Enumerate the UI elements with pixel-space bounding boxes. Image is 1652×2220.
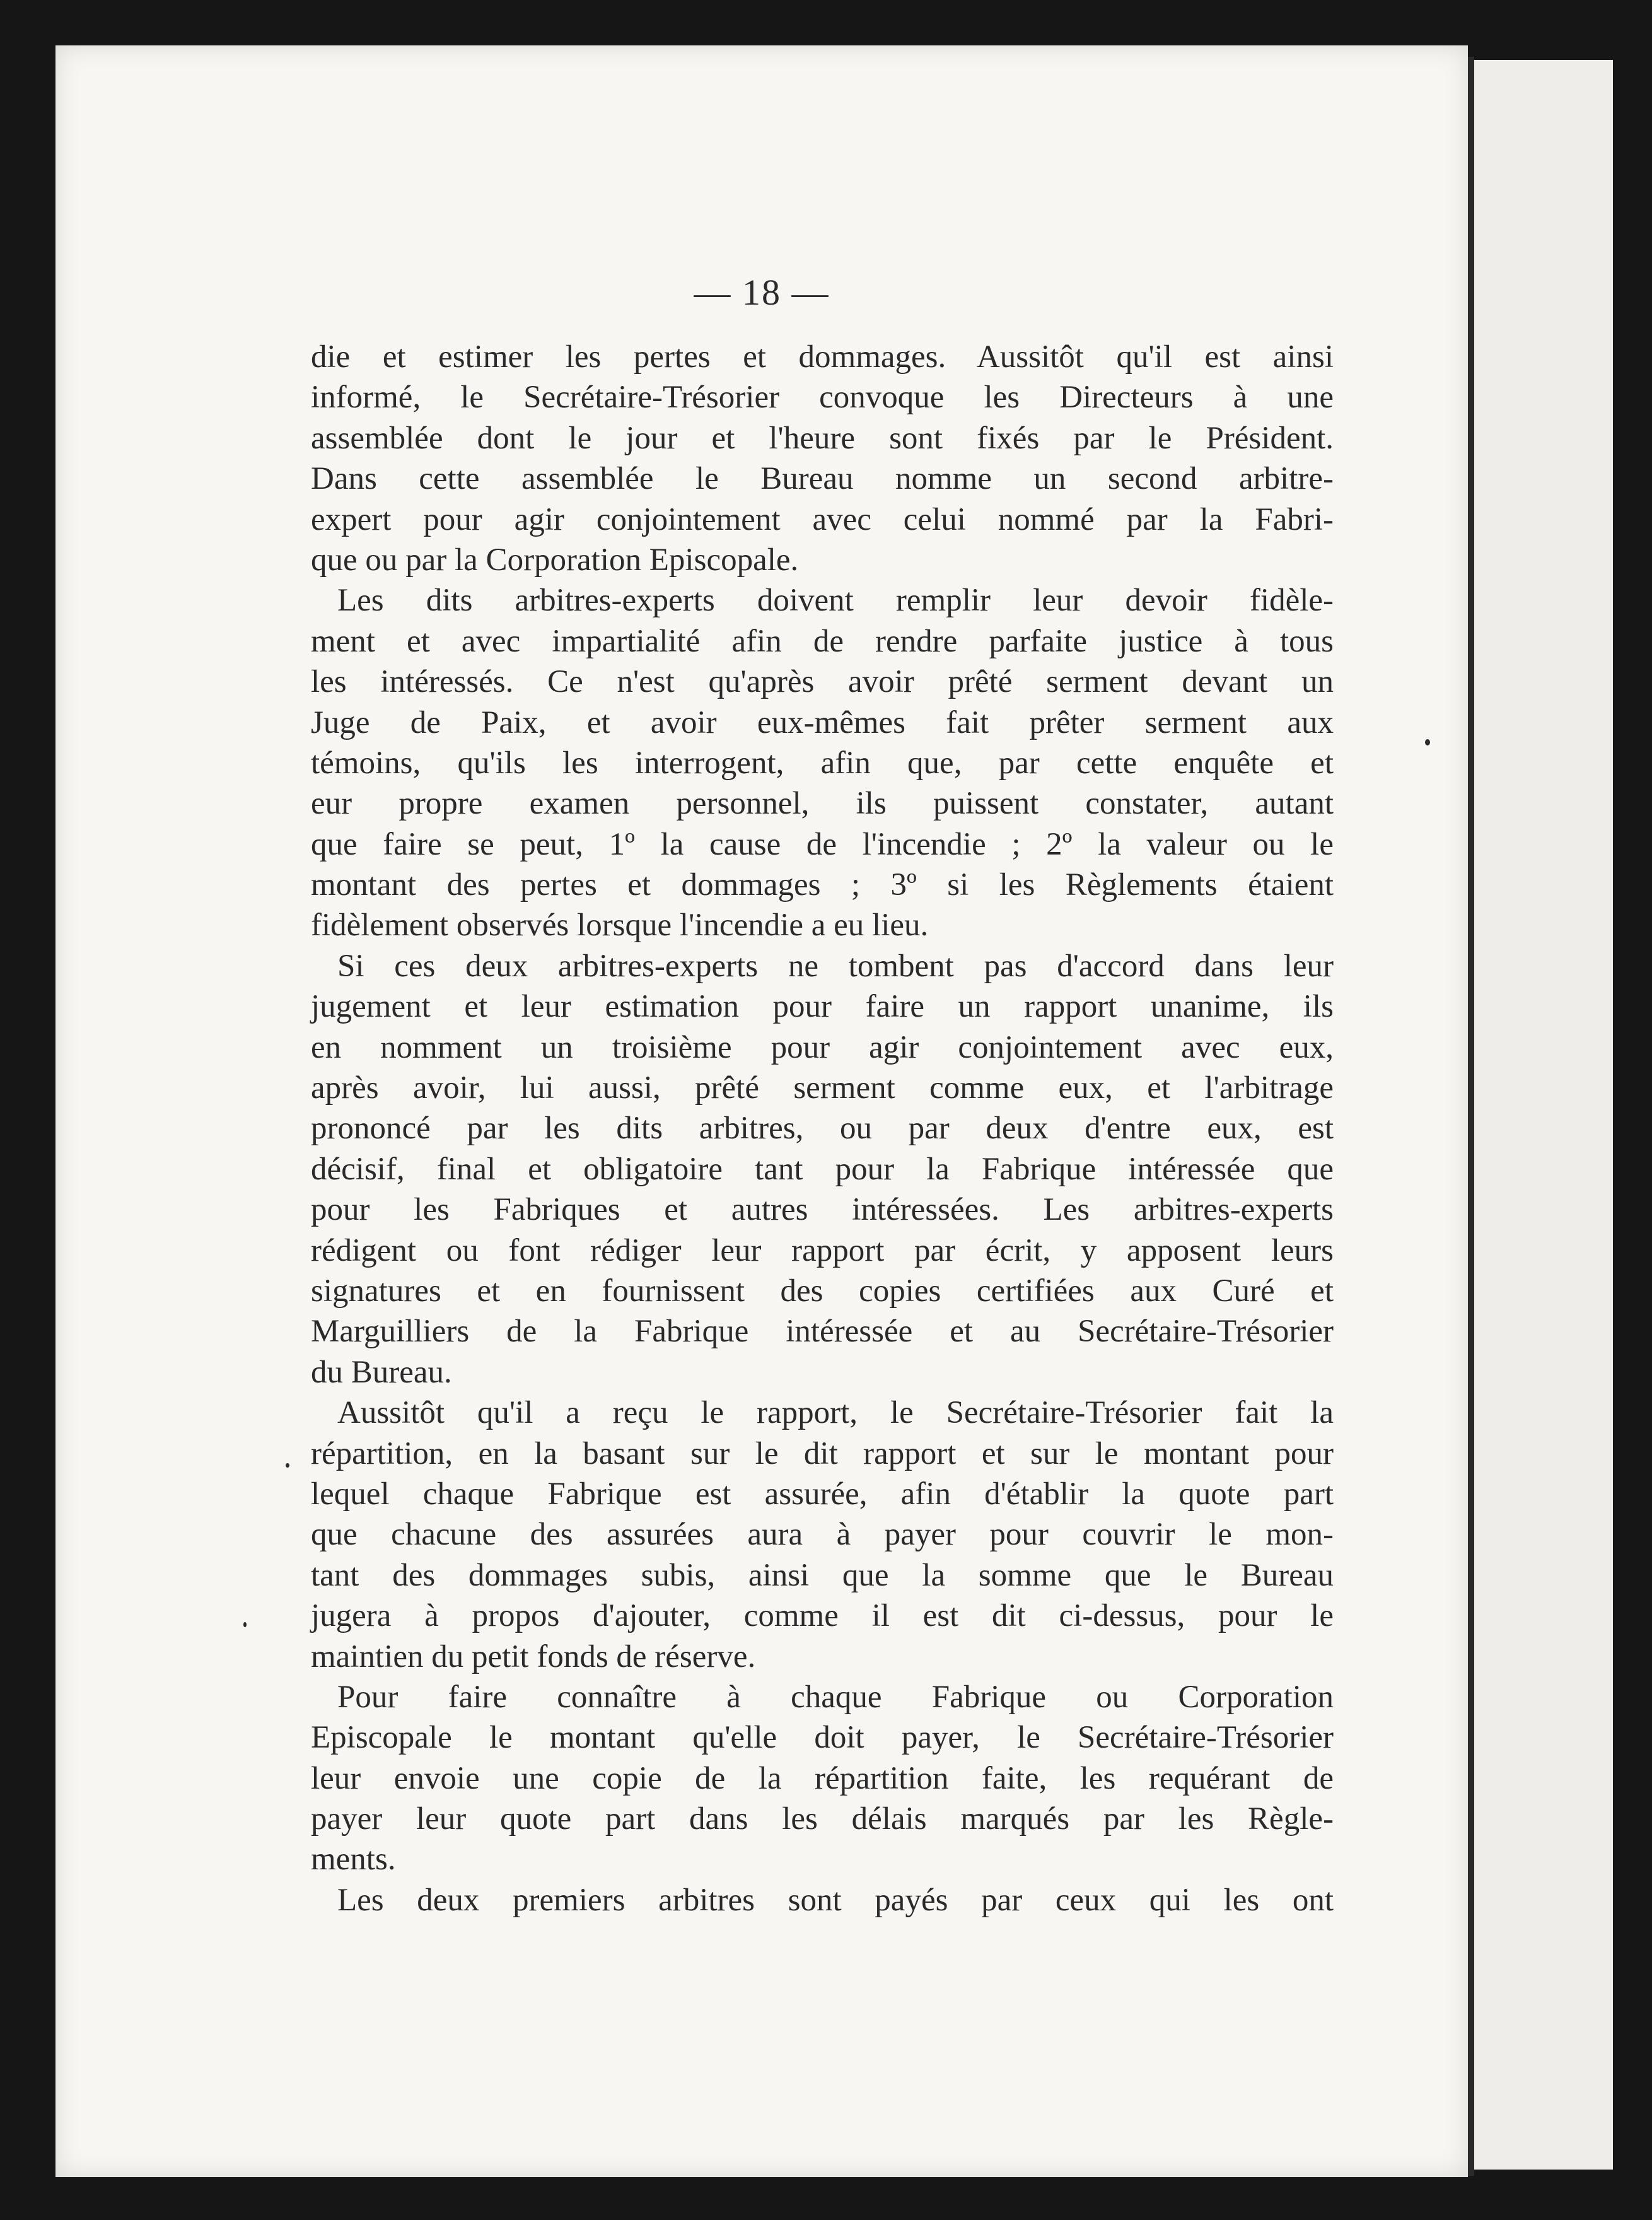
text-line: Les deux premiers arbitres sont payés par ceux qui les ont xyxy=(337,1882,1334,1918)
paragraph xyxy=(311,1393,1334,1677)
text-line: pour les Fabriques et autres intéressées. Les arbitres-experts xyxy=(311,1192,1334,1228)
page-binding-shadow xyxy=(1468,57,1474,2176)
text-line: Juge de Paix, et avoir eux-mêmes fait prêter serment aux xyxy=(311,704,1334,740)
text-line: prononcé par les dits arbitres, ou par deux d'entre eux, est xyxy=(311,1111,1334,1147)
text-line: eur propre examen personnel, ils puissent constater, autant xyxy=(311,786,1334,822)
text-line: expert pour agir conjointement avec celui nommé par la Fabri- xyxy=(311,501,1334,537)
paragraph xyxy=(311,337,1334,580)
text-line: montant des pertes et dommages ; 3º si les Règlements étaient xyxy=(311,867,1334,903)
text-line: die et estimer les pertes et dommages. Aussitôt qu'il est ainsi xyxy=(311,339,1334,375)
text-line: fidèlement observés lorsque l'incendie a eu lieu. xyxy=(311,908,929,944)
text-line: Episcopale le montant qu'elle doit payer, le Secrétaire-Trésorier xyxy=(311,1720,1334,1756)
scan-speck xyxy=(1425,739,1430,745)
text-line: Pour faire connaître à chaque Fabrique ou Corporation xyxy=(337,1679,1334,1715)
text-line: rédigent ou font rédiger leur rapport par écrit, y apposent leurs xyxy=(311,1232,1334,1268)
facing-page-edge xyxy=(1474,60,1613,2170)
document-page xyxy=(55,45,1468,2177)
text-line: Aussitôt qu'il a reçu le rapport, le Secrétaire-Trésorier fait la xyxy=(337,1395,1334,1431)
text-line: après avoir, lui aussi, prêté serment comme eux, et l'arbitrage xyxy=(311,1070,1334,1106)
paragraph xyxy=(311,1880,1334,1920)
paragraph xyxy=(311,1677,1334,1880)
text-line: Dans cette assemblée le Bureau nomme un second arbitre- xyxy=(311,461,1334,497)
text-line: Si ces deux arbitres-experts ne tombent pas d'accord dans leur xyxy=(337,948,1334,984)
text-line: ment et avec impartialité afin de rendre parfaite justice à tous xyxy=(311,623,1334,659)
text-line: tant des dommages subis, ainsi que la somme que le Bureau xyxy=(311,1557,1334,1593)
text-line: décisif, final et obligatoire tant pour la Fabrique intéressée que xyxy=(311,1151,1334,1187)
text-line: que faire se peut, 1º la cause de l'incendie ; 2º la valeur ou le xyxy=(311,826,1334,862)
text-line: signatures et en fournissent des copies certifiées aux Curé et xyxy=(311,1273,1334,1309)
scan-speck xyxy=(243,1622,247,1627)
text-line: jugera à propos d'ajouter, comme il est dit ci-dessus, pour le xyxy=(311,1598,1334,1634)
text-line: Marguilliers de la Fabrique intéressée et au Secrétaire-Trésorier xyxy=(311,1314,1334,1350)
text-line: témoins, qu'ils les interrogent, afin que, par cette enquête et xyxy=(311,745,1334,781)
text-line: lequel chaque Fabrique est assurée, afin d'établir la quote part xyxy=(311,1476,1334,1512)
paragraph xyxy=(311,580,1334,946)
text-line: que chacune des assurées aura à payer pour couvrir le mon- xyxy=(311,1517,1334,1553)
text-line: répartition, en la basant sur le dit rapport et sur le montant pour xyxy=(311,1435,1334,1471)
text-line: informé, le Secrétaire-Trésorier convoque les Directeurs à une xyxy=(311,380,1334,416)
text-line: payer leur quote part dans les délais marqués par les Règle- xyxy=(311,1801,1334,1837)
text-line: assemblée dont le jour et l'heure sont fixés par le Président. xyxy=(311,420,1334,456)
text-line: du Bureau. xyxy=(311,1354,452,1390)
scan-speck xyxy=(286,1463,289,1468)
text-line: les intéressés. Ce n'est qu'après avoir prêté serment devant un xyxy=(311,664,1334,700)
text-line: ments. xyxy=(311,1842,396,1878)
text-line: leur envoie une copie de la répartition faite, les requérant de xyxy=(311,1760,1334,1796)
body-text xyxy=(311,337,1334,1920)
text-line: maintien du petit fonds de réserve. xyxy=(311,1639,756,1674)
text-line: que ou par la Corporation Episcopale. xyxy=(311,542,799,578)
paragraph xyxy=(311,946,1334,1393)
page-number: — 18 — xyxy=(694,272,830,313)
text-line: jugement et leur estimation pour faire un rapport unanime, ils xyxy=(311,989,1334,1025)
text-line: en nomment un troisième pour agir conjointement avec eux, xyxy=(311,1029,1334,1065)
text-line: Les dits arbitres-experts doivent remplir leur devoir fidèle- xyxy=(337,583,1334,619)
